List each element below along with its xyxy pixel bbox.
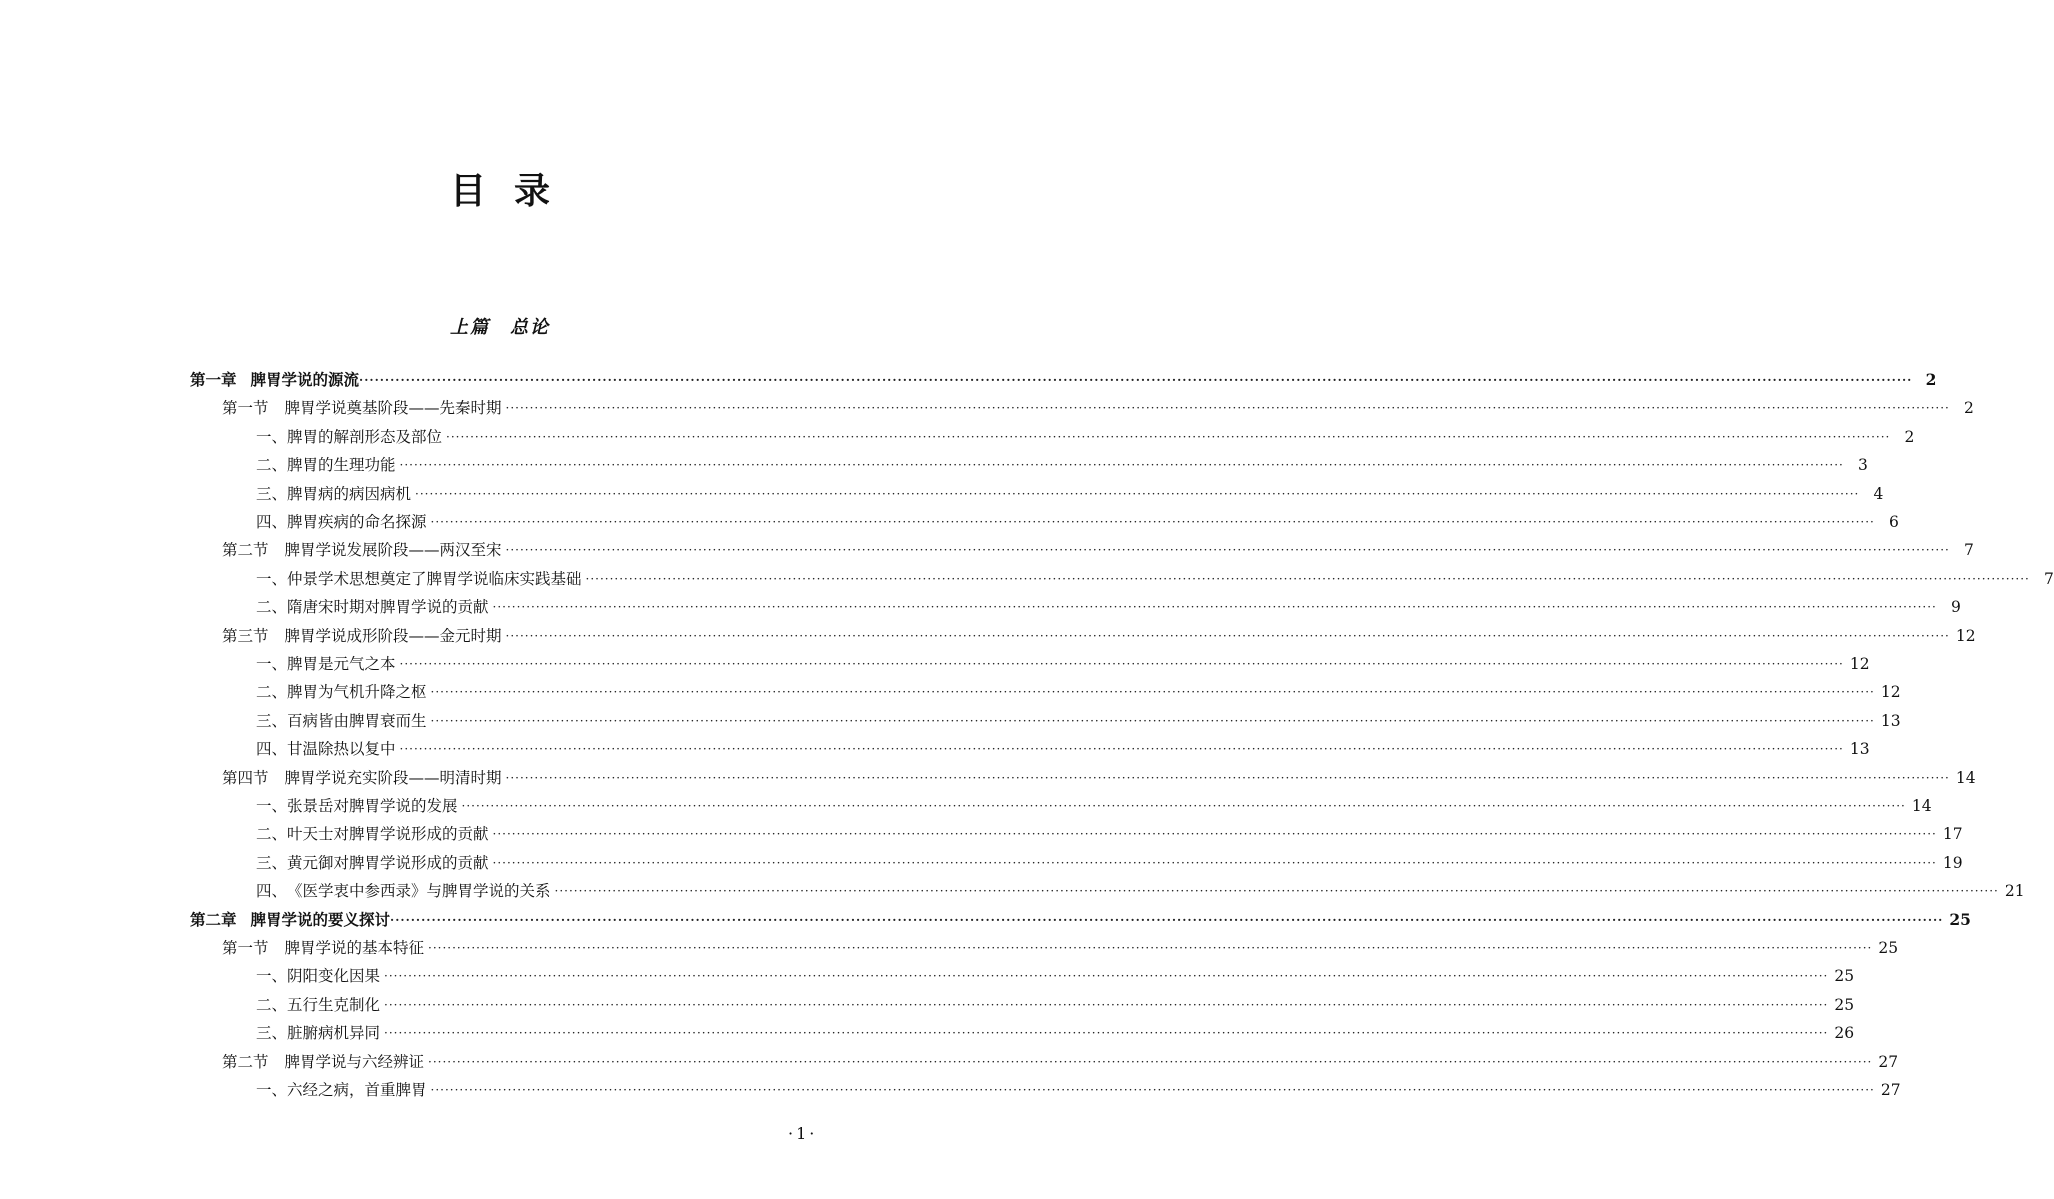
toc-entry-item — [256, 707, 1901, 735]
toc-dot-leader: ············································································································································································································································································································ — [430, 685, 1875, 700]
toc-entry-title: 脾胃病的病因病机 — [287, 484, 412, 503]
toc-entry-title: 甘温除热以复中 — [287, 740, 396, 759]
toc-entry-page: 25 — [1834, 967, 1855, 986]
toc-entry-title: 《医学衷中参西录》与脾胃学说的关系 — [287, 882, 551, 901]
toc-entry-number: 第四节 — [222, 768, 269, 787]
toc-entry-page: 2 — [1964, 399, 1974, 418]
toc-dot-leader: ············································································································································································································································································································ — [359, 373, 1913, 387]
toc-dot-leader: ············································································································································································································································································································ — [492, 600, 1937, 615]
toc-dot-leader: ············································································································································································································································································································ — [428, 1054, 1873, 1069]
toc-entry-item — [256, 650, 1870, 678]
toc-entry-number: 二、 — [256, 825, 288, 844]
toc-entry-page: 2 — [1925, 370, 1937, 389]
toc-dot-leader: ············································································································································································································································································································ — [428, 941, 1873, 955]
toc-entry-item — [256, 820, 1963, 848]
toc-entry-title: 六经之病，首重脾胃 — [287, 1081, 427, 1099]
toc-entry-page: 14 — [1911, 797, 1932, 815]
toc-entry-item — [256, 1076, 1901, 1104]
toc-entry-title: 脾胃学说的基本特征 — [284, 939, 425, 957]
toc-entry-number: 第二节 — [222, 1052, 269, 1071]
toc-entry-page: 4 — [1873, 484, 1884, 503]
toc-entry-page: 3 — [1858, 456, 1868, 475]
part-title: 上篇 总论 — [450, 317, 550, 338]
toc-dot-leader: ············································································································································································································································································································ — [446, 429, 1891, 444]
toc-entry-item — [256, 565, 2054, 593]
toc-entry-title: 脾胃的解剖形态及部位 — [287, 427, 443, 446]
toc-dot-leader: ············································································································································································································································································································ — [390, 912, 1944, 927]
toc-dot-leader: ············································································································································································································································································································ — [505, 543, 1950, 558]
toc-entry-title: 脾胃是元气之本 — [287, 655, 396, 673]
page-number: ·1· — [788, 1124, 818, 1143]
toc-entry-item — [256, 962, 1855, 990]
toc-entry-chapter — [190, 366, 1937, 394]
toc-dot-leader: ············································································································································································································································································································ — [430, 515, 1875, 529]
toc-entry-item — [256, 508, 1899, 536]
toc-entry-title: 隋唐宋时期对脾胃学说的贡献 — [287, 598, 489, 617]
toc-entry-page: 25 — [1949, 909, 1971, 929]
toc-entry-section — [222, 622, 1976, 650]
toc-entry-number: 四、 — [256, 882, 288, 901]
toc-entry-page: 26 — [1834, 1024, 1855, 1043]
toc-entry-number: 三、 — [256, 1024, 288, 1043]
toc-entry-page: 9 — [1951, 598, 1961, 617]
toc-entry-page: 12 — [1955, 626, 1976, 645]
toc-dot-leader: ············································································································································································································································································································ — [399, 742, 1844, 757]
toc-entry-item — [256, 451, 1868, 479]
toc-entry-section — [222, 934, 1899, 962]
toc-dot-leader: ············································································································································································································································································································ — [384, 1026, 1829, 1041]
toc-entry-number: 二、 — [256, 683, 288, 702]
toc-entry-page: 25 — [1878, 939, 1899, 957]
toc-entry-title: 脾胃学说发展阶段——两汉至宋 — [284, 541, 502, 560]
toc-entry-number: 第二节 — [222, 541, 269, 560]
toc-entry-title: 脾胃学说与六经辨证 — [284, 1052, 425, 1071]
toc-entry-number: 一、 — [256, 427, 288, 446]
toc-dot-leader: ············································································································································································································································································································ — [399, 458, 1844, 473]
toc-entry-page: 19 — [1942, 853, 1963, 872]
toc-entry-page: 27 — [1878, 1052, 1899, 1071]
toc-entry-page: 7 — [1964, 541, 1974, 560]
toc-entry-item — [256, 480, 1884, 508]
toc-entry-number: 第一章 — [190, 370, 237, 389]
toc-entry-number: 第一节 — [222, 939, 269, 957]
toc-dot-leader: ············································································································································································································································································································ — [415, 486, 1860, 501]
toc-entry-number: 第二章 — [190, 909, 237, 929]
toc-entry-number: 一、 — [256, 967, 288, 986]
toc-dot-leader: ············································································································································································································································································································ — [430, 713, 1875, 728]
toc-entry-number: 三、 — [256, 484, 288, 503]
toc-entry-title: 阴阳变化因果 — [287, 967, 381, 986]
toc-entry-title: 脾胃疾病的命名探源 — [287, 513, 427, 531]
toc-entry-number: 二、 — [256, 598, 288, 617]
toc-entry-section — [222, 394, 1974, 422]
toc-entry-number: 一、 — [256, 569, 288, 588]
toc-entry-number: 第一节 — [222, 399, 269, 418]
toc-dot-leader: ············································································································································································································································································································ — [505, 628, 1950, 643]
toc-dot-leader: ············································································································································································································································································································ — [384, 969, 1829, 984]
toc-entry-item — [256, 678, 1901, 706]
toc-entry-title: 脾胃学说的源流 — [250, 370, 360, 389]
toc-entry-title: 脾胃的生理功能 — [287, 456, 396, 475]
toc-entry-number: 三、 — [256, 853, 288, 872]
toc-entry-page: 21 — [2004, 882, 2025, 901]
toc-entry-number: 一、 — [256, 655, 288, 673]
toc-entry-section — [222, 1048, 1899, 1076]
toc-entry-page: 25 — [1834, 995, 1855, 1014]
toc-entry-item — [256, 877, 2025, 905]
toc-entry-section — [222, 764, 1976, 792]
toc-entry-title: 叶天士对脾胃学说形成的贡献 — [287, 825, 489, 844]
toc-entry-title: 仲景学术思想奠定了脾胃学说临床实践基础 — [287, 569, 582, 588]
toc-entry-number: 一、 — [256, 797, 288, 815]
toc-entry-number: 三、 — [256, 711, 288, 730]
toc-entry-page: 6 — [1889, 513, 1899, 531]
toc-entry-title: 百病皆由脾胃衰而生 — [287, 711, 427, 730]
toc-entry-title: 脾胃为气机升降之枢 — [287, 683, 427, 702]
toc-entry-item — [256, 792, 1932, 820]
toc-entry-page: 12 — [1849, 655, 1870, 673]
toc-entry-item — [256, 735, 1870, 763]
toc-entry-title: 脾胃学说成形阶段——金元时期 — [284, 626, 502, 645]
toc-dot-leader: ············································································································································································································································································································ — [492, 827, 1937, 842]
toc-entry-number: 一、 — [256, 1081, 288, 1099]
toc-entry-number: 四、 — [256, 513, 288, 531]
toc-entry-title: 脾胃学说的要义探讨 — [250, 909, 391, 929]
toc-entry-number: 四、 — [256, 740, 288, 759]
toc-entry-title: 黄元御对脾胃学说形成的贡献 — [287, 853, 489, 872]
toc-entry-page: 7 — [2044, 569, 2054, 588]
toc-entry-title: 脾胃学说充实阶段——明清时期 — [284, 768, 502, 787]
toc-entry-section — [222, 536, 1974, 564]
toc-dot-leader: ············································································································································································································································································································ — [461, 799, 1906, 813]
toc-dot-leader: ············································································································································································································································································································ — [430, 1083, 1875, 1097]
toc-dot-leader: ············································································································································································································································································································ — [492, 855, 1937, 870]
toc-entry-chapter — [190, 906, 1971, 934]
toc-dot-leader: ············································································································································································································································································································ — [554, 884, 1999, 899]
toc-dot-leader: ············································································································································································································································································································ — [585, 571, 2030, 586]
toc-entry-page: 27 — [1880, 1081, 1901, 1099]
toc-dot-leader: ············································································································································································································································································································ — [384, 997, 1829, 1012]
toc-dot-leader: ············································································································································································································································································································ — [505, 770, 1950, 785]
toc-entry-number: 第三节 — [222, 626, 269, 645]
toc-entry-title: 脏腑病机异同 — [287, 1024, 381, 1043]
toc-entry-page: 14 — [1955, 768, 1976, 787]
toc-entry-item — [256, 849, 1963, 877]
toc-entry-item — [256, 423, 1915, 451]
toc-entry-number: 二、 — [256, 456, 288, 475]
toc-entry-number: 二、 — [256, 995, 288, 1014]
toc-entry-item — [256, 991, 1855, 1019]
toc-entry-title: 五行生克制化 — [287, 995, 381, 1014]
toc-dot-leader: ············································································································································································································································································································ — [505, 401, 1950, 416]
toc-entry-page: 2 — [1904, 427, 1915, 446]
toc-dot-leader: ············································································································································································································································································································ — [399, 657, 1844, 671]
page-title: 目录 — [449, 170, 578, 212]
toc-entry-page: 13 — [1880, 711, 1901, 730]
toc-entry-item — [256, 593, 1961, 621]
toc-entry-page: 12 — [1880, 683, 1901, 702]
toc-entry-page: 17 — [1942, 825, 1963, 844]
toc-entry-title: 脾胃学说奠基阶段——先秦时期 — [284, 399, 502, 418]
toc-entry-item — [256, 1019, 1855, 1047]
toc-entry-page: 13 — [1849, 740, 1870, 759]
toc-entry-title: 张景岳对脾胃学说的发展 — [287, 797, 458, 815]
